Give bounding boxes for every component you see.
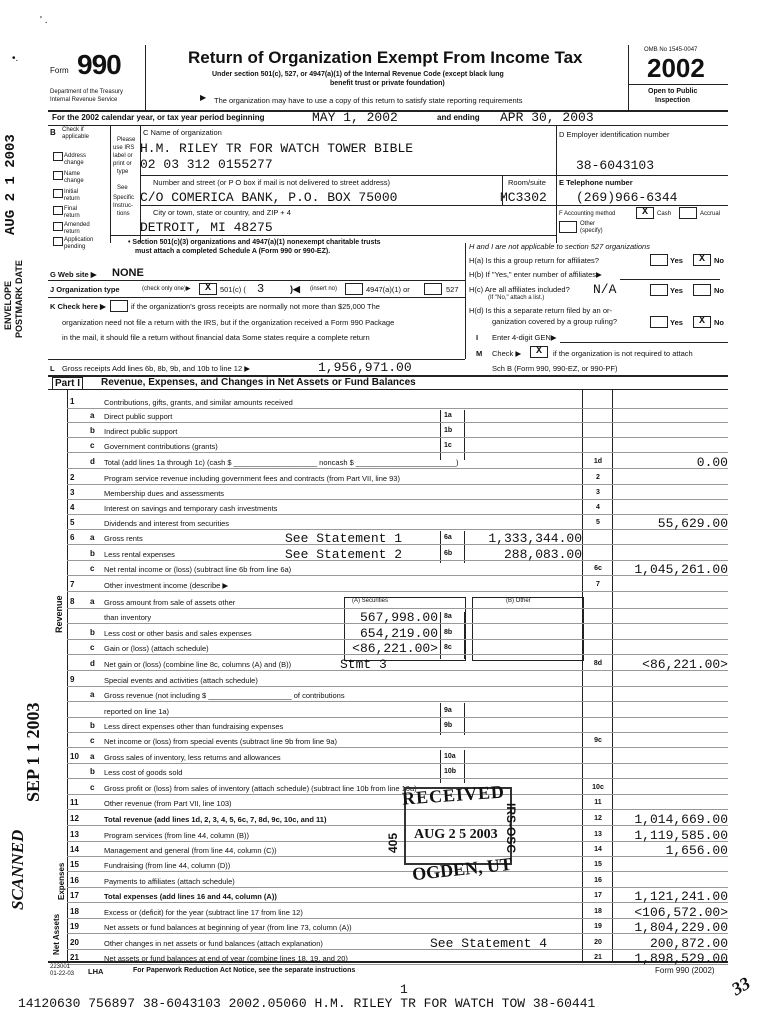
phone-label: E Telephone number [559, 178, 633, 187]
omb-number: OMB No 1545-0047 [644, 47, 698, 53]
line-sub-letter: b [90, 721, 95, 730]
line-number: 8 [70, 597, 75, 606]
line-description: Other investment income (describe ▶ [104, 581, 229, 590]
line-description: Payments to affiliates (attach schedule) [104, 877, 235, 886]
application-pending-checkbox[interactable] [53, 237, 63, 246]
address-change-checkbox[interactable] [53, 152, 63, 161]
line-number: 2 [70, 473, 75, 482]
ha-yes-checkbox[interactable] [650, 254, 668, 266]
form-reference: Form 990 (2002) [655, 966, 715, 975]
line-amount[interactable]: 1,014,669.00 [634, 812, 728, 827]
tax-year: 2002 [647, 53, 705, 83]
part-title: Revenue, Expenses, and Changes in Net Assets or Fund Balances [101, 377, 416, 388]
line-description: reported on line 1a) [104, 707, 170, 716]
row-rule [67, 499, 728, 500]
row-rule [67, 437, 728, 438]
line-number: 1 [70, 397, 75, 406]
line-description: Less cost or other basis and sales expenses [104, 629, 252, 638]
line-description: Gain or (loss) (attach schedule) [104, 644, 209, 653]
line-sub-letter: b [90, 628, 95, 637]
line-sub-letter: b [90, 426, 95, 435]
statement-reference: See Statement 2 [285, 547, 403, 562]
line-description: Total (add lines 1a through 1c) (cash $ ____________________ noncash $ ________________________) [104, 458, 459, 467]
4947-checkbox[interactable] [345, 283, 363, 295]
column-line-number: 9c [594, 737, 602, 744]
open-public-2: Inspection [655, 97, 691, 104]
column-line-number: 5 [596, 519, 600, 526]
ha-question: H(a) Is this a group return for affiliates? [469, 256, 599, 265]
row-rule [67, 778, 728, 779]
row-rule [67, 608, 728, 609]
line-number: 16 [70, 876, 79, 885]
line-description: Less direct expenses other than fundraising expenses [104, 722, 284, 731]
hd-no-checkbox[interactable]: X [693, 316, 711, 328]
scan-date-stamp: SEP 1 1 2003 [23, 702, 43, 802]
sub-line-amount[interactable]: 1,333,344.00 [488, 531, 582, 546]
line-number: 15 [70, 860, 79, 869]
sub-line-box-number: 8c [444, 644, 452, 651]
line-description: Net gain or (loss) (combine line 8c, columns (A) and (B)) [104, 660, 292, 669]
expenses-side-label: Expenses [57, 862, 66, 900]
line-description: Other changes in net assets or fund balances (attach explanation) [104, 939, 323, 948]
scanned-stamp: SCANNED [8, 829, 27, 910]
sub-line-box-number: 6b [444, 550, 453, 557]
line-description: Other revenue (from Part VII, line 103) [104, 799, 232, 808]
line-number: 11 [70, 798, 79, 807]
column-line-number: 19 [594, 923, 602, 930]
line-number: 14 [70, 845, 79, 854]
line-description: Net rental income or (loss) (subtract line 6b from line 6a) [104, 565, 292, 574]
securities-amount[interactable]: <86,221.00> [352, 641, 438, 656]
line-sub-letter: a [90, 597, 95, 606]
org-type-label: J Organization type [50, 285, 120, 294]
column-line-number: 15 [594, 861, 602, 868]
line-number: 6 [70, 533, 75, 542]
line-number: 7 [70, 580, 75, 589]
revenue-side-label: Revenue [54, 595, 64, 633]
line-sub-letter: d [90, 457, 95, 466]
period-begin: MAY 1, 2002 [312, 110, 398, 125]
column-line-number: 6c [594, 565, 602, 572]
name-change-checkbox[interactable] [53, 171, 63, 180]
line-description: Fundraising (from line 44, column (D)) [104, 861, 231, 870]
line-number: 3 [70, 488, 75, 497]
line-description: Less rental expenses [104, 550, 175, 559]
sub-line-box-number: 1c [444, 442, 452, 449]
section-501-note-2: must attach a completed Schedule A (Form 990 or 990-EZ). [135, 248, 331, 255]
column-line-number: 7 [596, 581, 600, 588]
form-number: 990 [77, 49, 121, 80]
col-b-header: (B) Other [506, 598, 531, 604]
website-label: G Web site ▶ [50, 270, 97, 279]
sub-line-amount[interactable]: 288,083.00 [503, 547, 582, 562]
ein-value: 38-6043103 [576, 158, 655, 173]
sub-line-box-number: 8b [444, 629, 453, 636]
column-line-number: 20 [594, 939, 602, 946]
statement-reference: Stmt 3 [340, 657, 387, 672]
street-address: C/O COMERICA BANK, P.O. BOX 75000 [140, 190, 398, 205]
line-description: Government contributions (grants) [104, 442, 218, 451]
hc-question: H(c) Are all affiliates included? [469, 285, 570, 294]
line-sub-letter: a [90, 411, 95, 420]
line-description: Membership dues and assessments [104, 489, 225, 498]
row-rule [67, 408, 728, 409]
row-rule [67, 422, 728, 423]
received-stamp: RECEIVED AUG 2 5 2003 OGDEN, UT 405 IRS-OSC [386, 781, 518, 885]
hb-question: H(b) If "Yes," enter number of affiliates▶ [469, 270, 602, 279]
line-description: than inventory [104, 613, 152, 622]
footer-code-2: 01-22-03 [50, 971, 75, 977]
row-rule [67, 686, 728, 687]
line-number: 20 [70, 938, 79, 947]
page-number: 1 [400, 982, 408, 997]
hd-yes-checkbox[interactable] [650, 316, 668, 328]
org-name-label: C Name of organization [143, 128, 222, 137]
column-line-number: 2 [596, 474, 600, 481]
net-assets-side-label: Net Assets [52, 913, 61, 955]
line-sub-letter: c [90, 643, 95, 652]
column-line-number: 1d [593, 458, 603, 465]
and-ending-label: and ending [437, 113, 480, 122]
statement-reference: See Statement 4 [430, 936, 548, 951]
form-subtitle-1: Under section 501(c), 527, or 4947(a)(1) of the Internal Revenue Code (except black lung [212, 71, 504, 78]
city-label: City or town, state or country, and ZIP + 4 [153, 208, 291, 217]
line-sub-letter: d [90, 659, 95, 668]
line-number: 19 [70, 922, 79, 931]
securities-amount[interactable]: 654,219.00 [359, 626, 438, 641]
line-number: 9 [70, 675, 75, 684]
gross-receipts-label: Gross receipts Add lines 6b, 8b, 9b, and 10b to line 12 ▶ [62, 364, 250, 373]
section-501-note-1: • Section 501(c)(3) organizations and 4947(a)(1) nonexempt charitable trusts [128, 239, 381, 246]
line-description: Direct public support [104, 412, 173, 421]
cash-checkbox[interactable]: X [636, 207, 654, 219]
part-label: Part I [52, 377, 83, 390]
line-amount[interactable]: 1,656.00 [665, 843, 728, 858]
line-description: Program service revenue including government fees and contracts (from Part VII, line 93) [104, 474, 400, 483]
handwritten-mark: 33 [727, 972, 754, 1000]
final-return-checkbox[interactable] [53, 206, 63, 215]
line-description: Management and general (from line 44, column (C)) [104, 846, 277, 855]
column-line-number: 16 [594, 877, 602, 884]
line-description: Dividends and interest from securities [104, 519, 230, 528]
row-rule [67, 763, 728, 764]
line-sub-letter: b [90, 767, 95, 776]
sub-line-box-number: 10a [444, 753, 456, 760]
h-note: H and I are not applicable to section 527 organizations [469, 242, 650, 251]
line-sub-letter: a [90, 533, 95, 542]
line-sub-letter: c [90, 736, 95, 745]
line-description: Less cost of goods sold [104, 768, 183, 777]
hd-question: H(d) Is this a separate return filed by an or- [469, 306, 612, 315]
arrow-icon: ▶ [200, 93, 207, 102]
line-description: Net income or (loss) from special events (subtract line 9b from line 9a) [104, 737, 338, 746]
line-number: 21 [70, 953, 79, 962]
line-amount[interactable]: 1,121,241.00 [634, 889, 728, 904]
line-description: Contributions, gifts, grants, and similar amounts received [104, 398, 293, 407]
line-amount[interactable]: 200,872.00 [649, 936, 728, 951]
row-rule [67, 484, 728, 485]
column-line-number: 3 [596, 489, 600, 496]
501c-checkbox[interactable]: X [199, 283, 217, 295]
line-amount[interactable]: 55,629.00 [657, 516, 728, 531]
line-description: Excess or (deficit) for the year (subtract line 17 from line 12) [104, 908, 303, 917]
line-sub-letter: c [90, 783, 95, 792]
row-rule [67, 701, 728, 702]
street-label: Number and street (or P O box if mail is not delivered to street address) [153, 178, 391, 187]
phone-value: (269)966-6344 [576, 190, 678, 205]
line-sub-letter: b [90, 549, 95, 558]
dept-line2: Internal Revenue Service [50, 97, 118, 103]
line-amount[interactable]: 1,804,229.00 [634, 920, 728, 935]
column-line-number: 8d [593, 660, 603, 667]
sub-line-box-number: 8a [444, 613, 452, 620]
line-description: Gross rents [104, 534, 143, 543]
line-number: 5 [70, 518, 75, 527]
column-line-number: 21 [594, 954, 602, 961]
line-number: 13 [70, 830, 79, 839]
ein-label: D Employer identification number [559, 130, 670, 139]
column-line-number: 14 [594, 846, 602, 853]
line-sub-letter: c [90, 441, 95, 450]
postmark-date: AUG 2 1 2003 [3, 134, 19, 235]
footer-code-1: 223001 [50, 964, 71, 970]
line-number: 4 [70, 503, 75, 512]
website-value: NONE [112, 267, 144, 279]
line-description: Total expenses (add lines 16 and 44, column (A)) [104, 892, 277, 901]
sub-line-box-number: 1a [444, 412, 452, 419]
gross-receipts-value: 1,956,971.00 [318, 360, 412, 375]
col-a-header: (A) Securities [352, 598, 389, 604]
sub-line-box-number: 10b [444, 768, 457, 775]
line-sub-letter: a [90, 690, 95, 699]
line-description: Gross sales of inventory, less returns and allowances [104, 753, 281, 762]
row-rule [67, 514, 728, 515]
city-state-zip: DETROIT, MI 48275 [140, 220, 273, 235]
sub-line-box-number: 1b [444, 427, 453, 434]
sub-line-box-number: 6a [444, 534, 452, 541]
line-description: Total revenue (add lines 1d, 2, 3, 4, 5, 6c, 7, 8d, 9c, 10c, and 11) [104, 815, 327, 824]
sub-line-box-number: 9a [444, 707, 452, 714]
hc-value: N/A [593, 282, 617, 297]
k-checkbox[interactable] [110, 300, 128, 312]
envelope-stamp-text: ENVELOPE [3, 280, 13, 330]
statement-reference: See Statement 1 [285, 531, 403, 546]
column-line-number: 4 [596, 504, 600, 511]
line-description: Net assets or fund balances at end of year (combine lines 18, 19, and 20) [104, 954, 348, 963]
line-description: Gross amount from sale of assets other [104, 598, 236, 607]
line-number: 12 [70, 814, 79, 823]
column-line-number: 10c [592, 784, 604, 791]
line-number: 17 [70, 891, 79, 900]
line-description: Special events and activities (attach schedule) [104, 676, 258, 685]
line-a-label: For the 2002 calendar year, or tax year period beginning [52, 113, 265, 122]
column-line-number: 18 [594, 908, 602, 915]
initial-return-checkbox[interactable] [53, 189, 63, 198]
row-rule [67, 717, 728, 718]
line-sub-letter: a [90, 752, 95, 761]
hc-yes-checkbox[interactable] [650, 284, 668, 296]
line-amount[interactable]: 1,119,585.00 [634, 828, 728, 843]
other-method-checkbox[interactable] [559, 221, 577, 233]
open-public-1: Open to Public [648, 88, 698, 95]
line-amount[interactable]: 1,898,529.00 [634, 951, 728, 966]
row-rule [67, 591, 728, 592]
room-suite: MC3302 [500, 190, 547, 205]
line-description: Program services (from line 44, column (B)) [104, 831, 250, 840]
gen-label: Enter 4-digit GEN▶ [492, 333, 557, 342]
ha-no-checkbox[interactable]: X [693, 254, 711, 266]
org-name: H.M. RILEY TR FOR WATCH TOWER BIBLE [140, 141, 414, 156]
line-k-label: K Check here ▶ [50, 302, 106, 311]
527-checkbox[interactable] [424, 283, 442, 295]
form-title: Return of Organization Exempt From Income Tax [188, 48, 583, 67]
period-end: APR 30, 2003 [500, 110, 594, 125]
sch-b-checkbox[interactable]: X [530, 346, 548, 358]
check-applicable-label: Check if [62, 127, 84, 133]
column-line-number: 17 [594, 892, 602, 899]
form-subtitle-2: benefit trust or private foundation) [330, 80, 445, 87]
accounting-method-label: F Accounting method [559, 211, 616, 217]
row-rule [67, 747, 728, 748]
securities-amount[interactable]: 567,998.00 [359, 610, 438, 625]
lha-label: LHA [88, 967, 104, 976]
line-description: Indirect public support [104, 427, 178, 436]
dept-line1: Department of the Treasury [50, 89, 124, 95]
line-description: Gross profit or (loss) from sales of inventory (attach schedule) (subtract line 10b from line 10a) [104, 784, 417, 793]
line-amount[interactable]: <106,572.00> [634, 905, 728, 920]
line-description: Gross revenue (not including $ ____________________ of contributions [104, 691, 345, 700]
line-number: 18 [70, 907, 79, 916]
form-subtitle-3: The organization may have to use a copy of this return to satisfy state reporting requirements [214, 96, 523, 105]
column-line-number: 13 [594, 831, 602, 838]
line-description: Interest on savings and temporary cash investments [104, 504, 278, 513]
row-rule [67, 732, 728, 733]
line-number: 10 [70, 752, 79, 761]
line-amount[interactable]: 0.00 [696, 455, 728, 470]
line-amount[interactable]: 1,045,261.00 [634, 562, 728, 577]
line-sub-letter: c [90, 564, 95, 573]
hc-no-checkbox[interactable] [693, 284, 711, 296]
accrual-checkbox[interactable] [679, 207, 697, 219]
sub-line-box-number: 9b [444, 722, 453, 729]
line-description: Net assets or fund balances at beginning of year (from line 73, column (A)) [104, 923, 352, 932]
501c-number: 3 [257, 282, 265, 296]
room-suite-label: Room/suite [508, 178, 546, 187]
column-line-number: 12 [594, 815, 602, 822]
form-word: Form [50, 66, 69, 75]
paperwork-notice: For Paperwork Reduction Act Notice, see the separate instructions [133, 967, 356, 974]
column-line-number: 11 [594, 799, 602, 806]
postmark-stamp-text: POSTMARK DATE [14, 260, 24, 338]
org-name-2: 02 03 312 0155277 [140, 157, 273, 172]
line-amount[interactable]: <86,221.00> [642, 657, 728, 672]
amended-return-checkbox[interactable] [53, 222, 63, 231]
row-rule [67, 452, 728, 453]
footer-id-line: 14120630 756897 38-6043103 2002.05060 H.M. RILEY TR FOR WATCH TOW 38-60441 [18, 996, 596, 1011]
